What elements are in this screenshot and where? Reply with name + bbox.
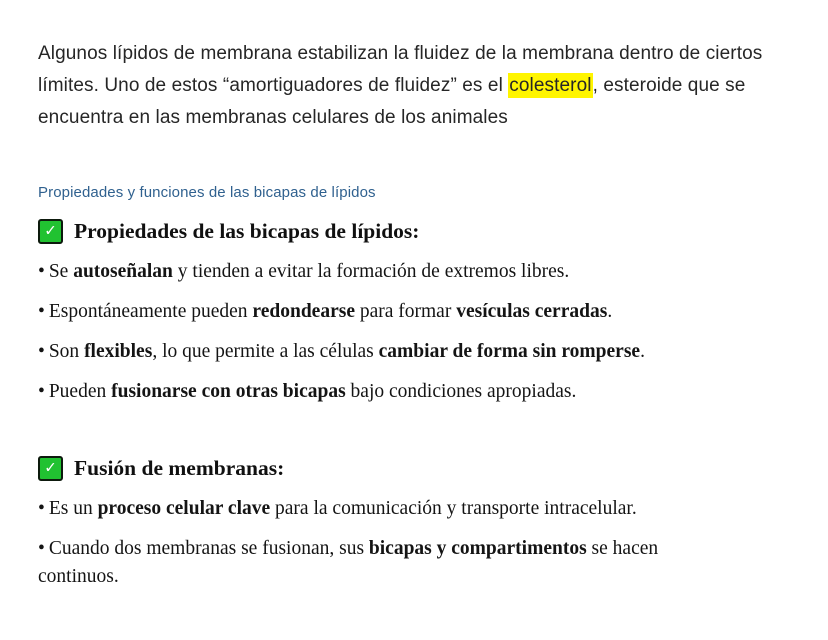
bullet-marker: • [38, 261, 45, 282]
text-run: Se [48, 261, 74, 282]
check-emoji-icon [38, 219, 63, 244]
bold-term: fusionarse con otras bicapas [111, 381, 346, 402]
text-run: . [607, 301, 613, 322]
text-run: , esteroide que se encuentra en las membranas celulares de los animales [38, 75, 746, 128]
checkmark-glyph: ✓ [44, 221, 57, 240]
highlighted-term: colesterol [509, 75, 592, 96]
content-section [38, 219, 798, 406]
text-run: para la comunicación y transporte intracelular. [270, 498, 637, 519]
section-heading [38, 219, 798, 244]
intro-paragraph [38, 38, 798, 134]
bullet-item [38, 535, 738, 591]
bullet-list [38, 258, 738, 406]
bold-term: flexibles [84, 341, 153, 362]
bullet-marker: • [38, 301, 45, 322]
text-run: . [640, 341, 645, 362]
text-run: Es un [48, 498, 98, 519]
section-title-text: Propiedades de las bicapas de lípidos: [74, 219, 420, 243]
text-run: Son [48, 341, 85, 362]
bullet-marker: • [38, 341, 45, 362]
bullet-list [38, 495, 738, 591]
text-run: Espontáneamente pueden [48, 301, 253, 322]
bold-term: autoseñalan [73, 261, 173, 282]
text-run: Algunos lípidos de membrana estabilizan la fluidez de la membrana dentro de ciertos límites. Uno de estos “amortiguadores de fluidez” es el [38, 43, 763, 96]
bullet-marker: • [38, 538, 45, 559]
text-run: se hacen continuos. [38, 538, 659, 587]
bullet-item [38, 298, 738, 326]
sections-container [38, 219, 798, 591]
bold-term: proceso celular clave [97, 498, 271, 519]
bullet-item [38, 378, 738, 406]
checkmark-glyph: ✓ [44, 458, 57, 477]
bullet-marker: • [38, 498, 45, 519]
bullet-item [38, 338, 738, 366]
bullet-item [38, 258, 738, 286]
text-run: Cuando dos membranas se fusionan, sus [48, 538, 369, 559]
text-run: , lo que permite a las células [152, 341, 379, 362]
text-run: para formar [354, 301, 457, 322]
section-title-text: Fusión de membranas: [74, 456, 285, 480]
bullet-item [38, 495, 738, 523]
text-run: bajo condiciones apropiadas. [345, 381, 577, 402]
bold-term: redondearse [252, 301, 355, 322]
section-subheading: Propiedades y funciones de las bicapas de lípidos [38, 184, 376, 201]
bullet-marker: • [38, 381, 45, 402]
check-emoji-icon [38, 456, 63, 481]
bold-term: bicapas y compartimentos [368, 538, 587, 559]
bold-term: cambiar de forma sin romperse [378, 341, 641, 362]
section-heading [38, 456, 798, 481]
content-section [38, 456, 798, 591]
text-run: Pueden [48, 381, 112, 402]
bold-term: vesículas cerradas [456, 301, 608, 322]
text-run: y tienden a evitar la formación de extremos libres. [172, 261, 570, 282]
